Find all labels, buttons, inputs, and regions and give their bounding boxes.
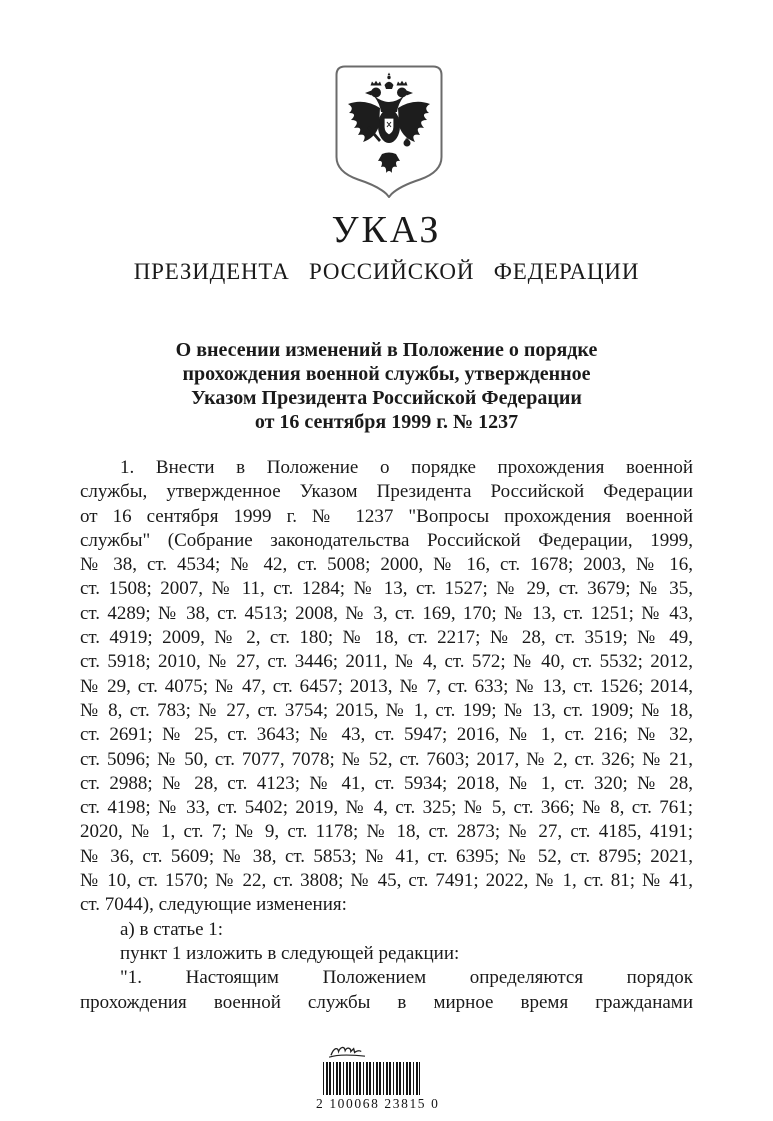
body-text-line: ст. 1508; 2007, № 11, ст. 1284; № 13, ст. 1527; № 29, ст. 3679; № 35, — [80, 578, 693, 600]
document-body — [80, 456, 693, 1015]
body-text-line: 1. Внести в Положение о порядке прохождения военной — [120, 457, 693, 478]
handwritten-mark-icon — [326, 1043, 370, 1060]
russia-coat-of-arms-icon — [334, 64, 444, 198]
barcode-digits: 2 100068 23815 0 — [316, 1096, 440, 1111]
document-title-line: Указом Президента Российской Федерации — [191, 387, 582, 409]
body-text-line: № 36, ст. 5609; № 38, ст. 5853; № 41, ст. 6395; № 52, ст. 8795; 2021, — [80, 845, 693, 867]
body-text-line: 2020, № 1, ст. 7; № 9, ст. 1178; № 18, ст. 2873; № 27, ст. 4185, 4191; — [80, 821, 693, 843]
body-text-line: "1. Настоящим Положением определяются порядок — [120, 967, 693, 989]
body-text-line: службы" (Собрание законодательства Российской Федерации, 1999, — [80, 529, 693, 551]
body-text-line: ст. 5918; 2010, № 27, ст. 3446; 2011, № 4, ст. 572; № 40, ст. 5532; 2012, — [80, 651, 693, 673]
body-text-line: № 8, ст. 783; № 27, ст. 3754; 2015, № 1, ст. 199; № 13, ст. 1909; № 18, — [80, 699, 693, 721]
body-text-line: службы, утвержденное Указом Президента Российской Федерации — [80, 481, 693, 503]
body-text-line: ст. 2691; № 25, ст. 3643; № 43, ст. 5947; 2016, № 1, ст. 216; № 32, — [80, 724, 693, 746]
body-text-line: от 16 сентября 1999 г. № 1237 "Вопросы прохождения военной — [80, 505, 693, 527]
body-text-line: № 38, ст. 4534; № 42, ст. 5008; 2000, № 16, ст. 1678; 2003, № 16, — [80, 554, 693, 576]
body-text-line: № 29, ст. 4075; № 47, ст. 6457; 2013, № 7, ст. 633; № 13, ст. 1526; 2014, — [80, 675, 693, 697]
body-text-line: № 10, ст. 1570; № 22, ст. 3808; № 45, ст. 7491; 2022, № 1, ст. 81; № 41, — [80, 870, 693, 892]
document-title-line: О внесении изменений в Положение о порядке — [175, 339, 598, 361]
body-text-line: ст. 2988; № 28, ст. 4123; № 41, ст. 5934; 2018, № 1, ст. 320; № 28, — [80, 772, 693, 794]
body-text-line: а) в статье 1: — [120, 918, 224, 940]
body-text-line: ст. 4919; 2009, № 2, ст. 180; № 18, ст. 2217; № 28, ст. 3519; № 49, — [80, 627, 693, 649]
document-issuer-line: ПРЕЗИДЕНТА РОССИЙСКОЙ ФЕДЕРАЦИИ — [133, 259, 640, 284]
barcode-block — [316, 1043, 452, 1112]
body-text-line: прохождения военной службы в мирное время гражданами — [80, 991, 693, 1013]
document-title — [80, 338, 693, 434]
barcode — [323, 1062, 420, 1095]
document-kind-title: УКАЗ — [331, 209, 442, 251]
body-text-line: ст. 5096; № 50, ст. 7077, 7078; № 52, ст. 7603; 2017, № 2, ст. 326; № 21, — [80, 748, 693, 770]
barcode-bar — [419, 1062, 420, 1095]
body-text-line: ст. 7044), следующие изменения: — [80, 894, 347, 916]
document-title-line: прохождения военной службы, утвержденное — [182, 363, 591, 385]
body-text-line: ст. 4198; № 33, ст. 5402; 2019, № 4, ст. 325; № 5, ст. 366; № 8, ст. 761; — [80, 797, 693, 819]
body-text-line: ст. 4289; № 38, ст. 4513; 2008, № 3, ст. 169, 170; № 13, ст. 1251; № 43, — [80, 602, 693, 624]
body-text-line: пункт 1 изложить в следующей редакции: — [120, 942, 460, 964]
document-title-line: от 16 сентября 1999 г. № 1237 — [254, 411, 519, 433]
